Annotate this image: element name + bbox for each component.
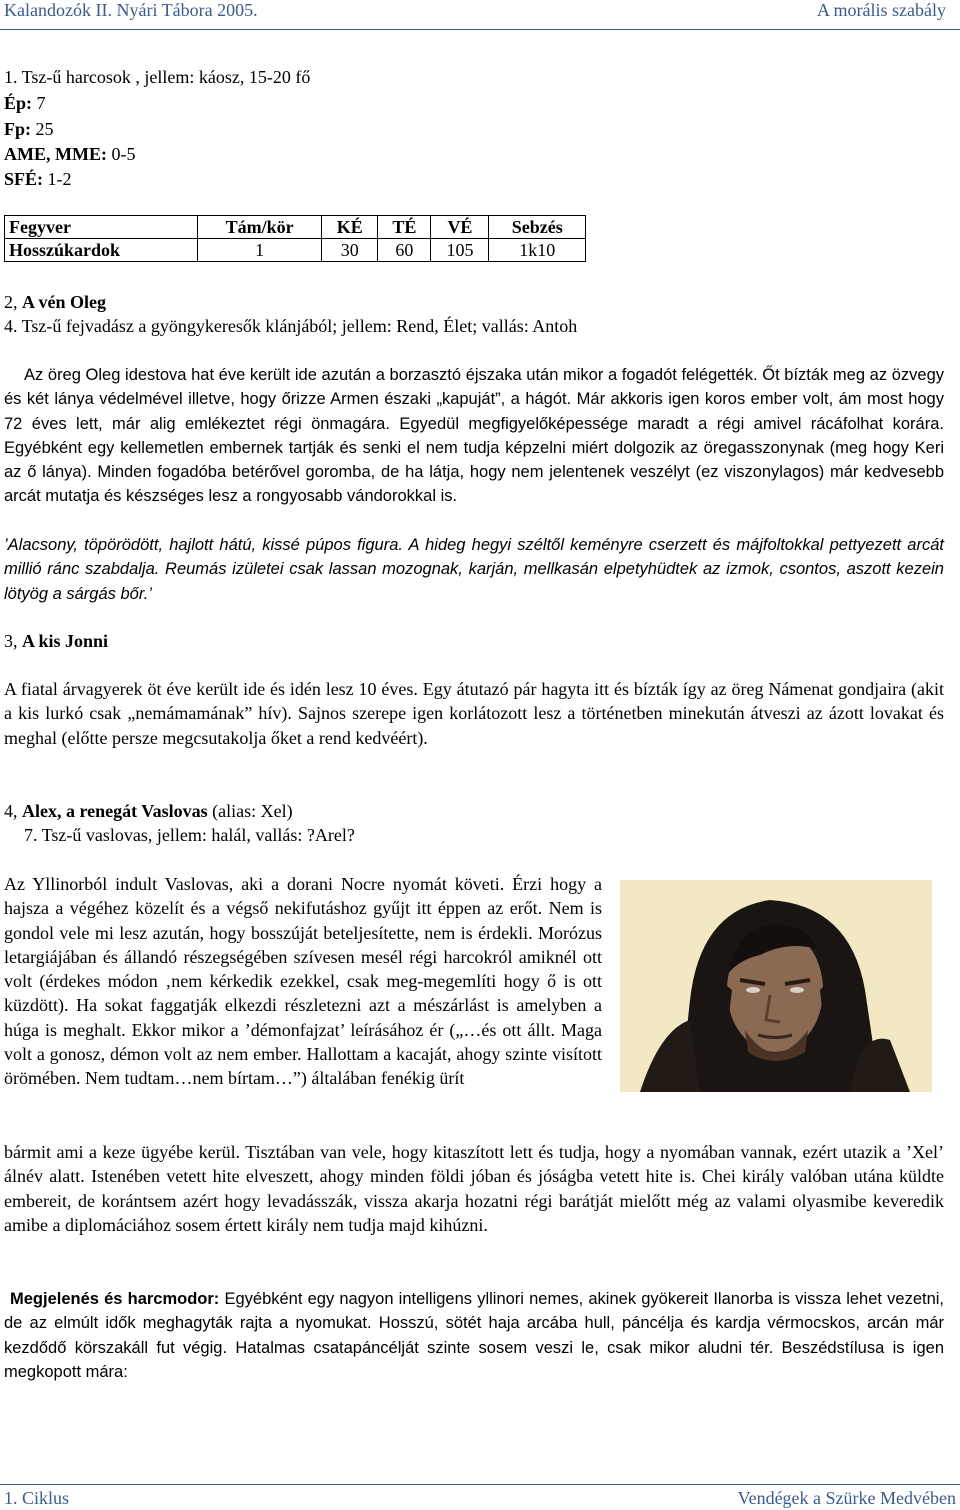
- col-header: KÉ: [322, 216, 378, 239]
- alex-description-full: bármit ami a keze ügyébe kerül. Tisztában van vele, hogy kitaszított lett és tudja, hogy a nyomában vannak, ezért utazik a ’Xel’ álnév alatt. Istenében vetett hite elveszett, ahogy minden földi jóban és jóságba vetett hite is. Chei király valóban utána küldte embereit, de korántsem azért hogy levadásszák, vissza akarja hozatni régi barátját mielőtt még az valami olyasmibe keveredik amibe a diplomáciához sosem értett király nem tudja majd kihúzni.: [4, 1142, 944, 1235]
- weapon-table-header: [5, 216, 586, 239]
- table-cell: Hosszúkardok: [5, 239, 198, 262]
- col-header: TÉ: [378, 216, 431, 239]
- appearance-text: Egyébként egy nagyon intelligens yllinori nemes, akinek gyökereit Ilanorba is vissza lehet vezetni, de az elmúlt idők meghagyták rajta a nyomukat. Hosszú, sötét haja arcába hull, páncélja és kardja vérmocskos, arcán már kezdődő körszakáll fut végig. Hatalmas csatapáncélját szinte sosem veszi le, csak mikor aludni tér. Beszédstílusa is igen megkopott mára:: [4, 1290, 945, 1381]
- stat-sfe-value: 1-2: [43, 169, 72, 189]
- alex-heading: [4, 799, 293, 823]
- col-header: Fegyver: [5, 216, 198, 239]
- header-divider: [0, 29, 960, 30]
- stat-fp: [4, 116, 54, 142]
- alex-description-text: Az Yllinorból indult Vaslovas, aki a dorani Nocre nyomát követi. Érzi hogy a hajsza a végéhez közelít és a végső nekifutáshoz gyűjt itt éppen az erőt. Nem is gondol vele mi lesz azután, hogy bosszúját beteljesítette, nem is érdekli. Morózus letargiájában és állandó részegségében szívesen mesél régi harcokról amiknél ott volt (érdekes módon ‚nem kérkedik ezekkel, csak meg-megemlíti hogy ő is ott küzdött). Ha sokat faggatják elkezdi részletezni azt a mészárlást is amelyben a húga is meghalt. Ekkor mikor a ’démonfajzat’ leírásához ér („…és ott állt. Maga volt a gonosz, démon volt az nem ember. Hallottam a kacaját, ahogy szinte visított örömében. Nem tudtam…nem bírtam…”) általában fenékig ürít: [4, 874, 602, 1089]
- character-portrait: [620, 880, 932, 1092]
- table-cell: 105: [431, 239, 489, 262]
- appearance-label: Megjelenés és harcmodor:: [10, 1290, 220, 1308]
- jonni-description: [4, 677, 944, 750]
- stat-sfe-label: SFÉ:: [4, 169, 44, 189]
- oleg-heading: [4, 290, 106, 314]
- col-header: Tám/kör: [198, 216, 322, 239]
- alex-description-wrapped: [4, 872, 602, 1091]
- oleg-quote: ’Alacsony, töpörödött, hajlott hátú, kissé púpos figura. A hideg hegyi széltől keményre cserzett és májfoltokkal pettyezett arcát millió ránc szabdalja. Reumás izületei csak lassan mozognak, karján, mellkasán elpetyhüdtek az izmok, csontos, aszott kezein lötyög a sárgás bőr.’: [4, 536, 944, 603]
- stat-ame-value: 0-5: [106, 144, 136, 164]
- stat-ep-label: Ép:: [4, 93, 33, 113]
- stat-sfe: [4, 166, 72, 192]
- alex-name: Alex, a renegát Vaslovas: [22, 801, 208, 821]
- stat-ep-value: 7: [32, 93, 46, 113]
- table-row: [5, 239, 586, 262]
- table-cell: 60: [378, 239, 431, 262]
- alex-appearance: [4, 1287, 944, 1384]
- alex-alias: (alias: Xel): [207, 801, 293, 821]
- table-cell: 1: [198, 239, 322, 262]
- footer-left: 1. Ciklus: [4, 1488, 70, 1508]
- stat-ame-label: AME, MME:: [4, 144, 107, 164]
- oleg-description: [4, 363, 944, 509]
- portrait-illustration: [620, 880, 932, 1092]
- weapon-table: [4, 215, 586, 262]
- stat-fp-label: Fp:: [4, 119, 31, 139]
- alex-subtitle: 7. Tsz-ű vaslovas, jellem: halál, vallás: ?Arel?: [24, 825, 355, 845]
- table-cell: 1k10: [489, 239, 586, 262]
- oleg-num: 2,: [4, 292, 22, 312]
- oleg-subtitle: 4. Tsz-ű fejvadász a gyöngykeresők klánjából; jellem: Rend, Élet; vallás: Antoh: [4, 316, 578, 336]
- jonni-name: A kis Jonni: [22, 631, 109, 651]
- jonni-description-text: A fiatal árvagyerek öt éve került ide és idén lesz 10 éves. Egy átutazó pár hagyta itt és bízták így az öreg Námenat gondjaira (akit a kis lurkó csak „nemámamának” hív). Sajnos szerepe igen korlátozott lesz a történetben minekután átveszi az ázott lovakat és meghal (előtte persze megcsutakolja őket a rend kedvéért).: [4, 679, 944, 748]
- footer-divider: [0, 1484, 960, 1485]
- header-right: A morális szabály: [817, 0, 946, 20]
- stat-ep: [4, 90, 46, 116]
- footer-right: Vendégek a Szürke Medvében: [737, 1488, 956, 1508]
- col-header: VÉ: [431, 216, 489, 239]
- oleg-description-text: Az öreg Oleg idestova hat éve került ide azután a borzasztó éjszaka után mikor a fogadót felégették. Őt bízták meg az özvegy és két lánya védelmével illetve, hogy őrizze Armen északi „kapuját”, a hágót. Már akkoris igen koros ember volt, ám most hogy 72 éves lett, már alig emlékeztet régi önmagára. Egyedül megfigyelőképessége maradt a régi amivel rácáfolhat korára. Egyébként egy kellemetlen embernek tartják és senki el nem tudja képzelni miért dolgozik az öregasszonynak (meg hogy Keri az ő lánya). Minden fogadóba betérővel goromba, de ha látja, hogy nem jelentenek veszélyt (ez viszonylagos) már kedvesebb arcát mutatja és készséges lesz a rongyosabb vándorokkal is.: [4, 366, 944, 506]
- alex-num: 4,: [4, 801, 22, 821]
- stat-ame: [4, 141, 135, 167]
- stat-fp-value: 25: [31, 119, 54, 139]
- troop-title: 1. Tsz-ű harcosok , jellem: káosz, 15-20 fő: [4, 67, 311, 87]
- header-left: Kalandozók II. Nyári Tábora 2005.: [4, 0, 258, 20]
- oleg-name: A vén Oleg: [22, 292, 106, 312]
- table-cell: 30: [322, 239, 378, 262]
- jonni-heading: [4, 629, 108, 653]
- jonni-num: 3,: [4, 631, 22, 651]
- col-header: Sebzés: [489, 216, 586, 239]
